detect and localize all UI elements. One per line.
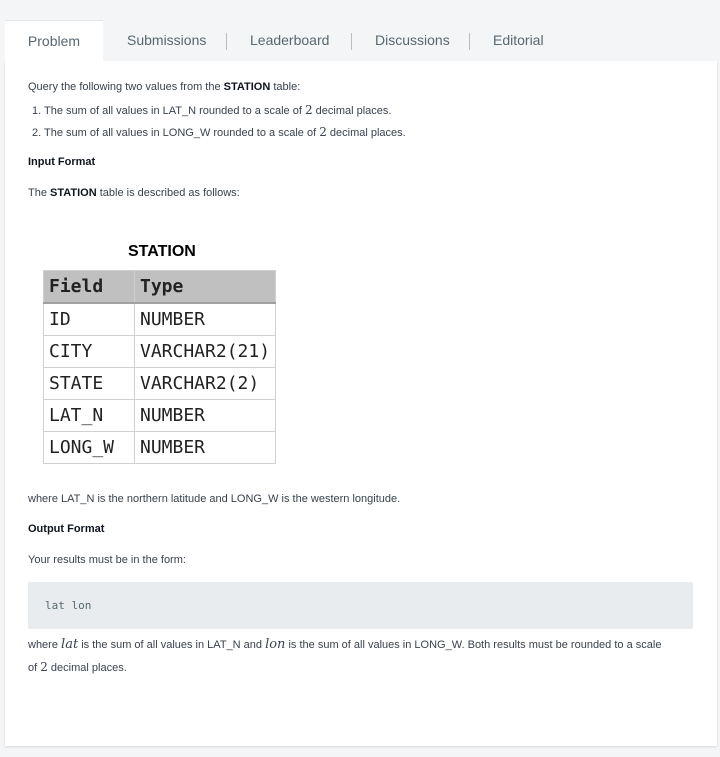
table-row (44, 303, 276, 336)
field-cell: ID (44, 303, 135, 336)
table-row (44, 368, 276, 400)
tab-leaderboard[interactable]: Leaderboard (250, 32, 330, 48)
schema-title: STATION (128, 243, 196, 260)
table-row (44, 432, 276, 464)
tab-bar (5, 20, 718, 61)
where-text: where LAT_N is the northern latitude and LONG_W is the western longitude. (28, 493, 401, 505)
tab-problem[interactable]: Problem (5, 20, 103, 62)
tab-submissions[interactable]: Submissions (127, 32, 207, 48)
code-text: lat lon (45, 599, 92, 612)
input-format-heading: Input Format (28, 156, 96, 168)
final-text-line-2: of 2 decimal places. (28, 660, 127, 674)
list-item: 2. The sum of all values in LONG_W rounded to a scale of 2 decimal places. (32, 125, 406, 139)
intro-text: Query the following two values from the STATION table: (28, 81, 301, 93)
type-cell: NUMBER (135, 303, 276, 336)
tab-discussions[interactable]: Discussions (375, 32, 450, 48)
type-cell: NUMBER (135, 432, 276, 464)
tab-editorial[interactable]: Editorial (493, 32, 544, 48)
table-row (44, 336, 276, 368)
type-cell: VARCHAR2(21) (135, 336, 276, 368)
type-cell: NUMBER (135, 400, 276, 432)
table-row (44, 400, 276, 432)
problem-statement-panel (5, 61, 717, 746)
column-header: Type (135, 271, 276, 304)
code-block (28, 582, 693, 629)
tab-separator (226, 33, 227, 50)
schema-table (43, 270, 276, 464)
column-header: Field (44, 271, 135, 304)
field-cell: STATE (44, 368, 135, 400)
list-item: 1. The sum of all values in LAT_N rounded to a scale of 2 decimal places. (32, 103, 392, 117)
final-text-line-1: where lat is the sum of all values in LAT_N and lon is the sum of all values in LONG_W. Both results must be rounded to a scale (28, 637, 662, 652)
field-cell: LONG_W (44, 432, 135, 464)
tab-separator (351, 33, 352, 50)
type-cell: VARCHAR2(2) (135, 368, 276, 400)
table-header-row (44, 271, 276, 304)
output-format-text: Your results must be in the form: (28, 554, 186, 566)
tab-separator (469, 33, 470, 50)
field-cell: CITY (44, 336, 135, 368)
field-cell: LAT_N (44, 400, 135, 432)
output-format-heading: Output Format (28, 523, 105, 535)
input-format-text: The STATION table is described as follows: (28, 187, 240, 199)
